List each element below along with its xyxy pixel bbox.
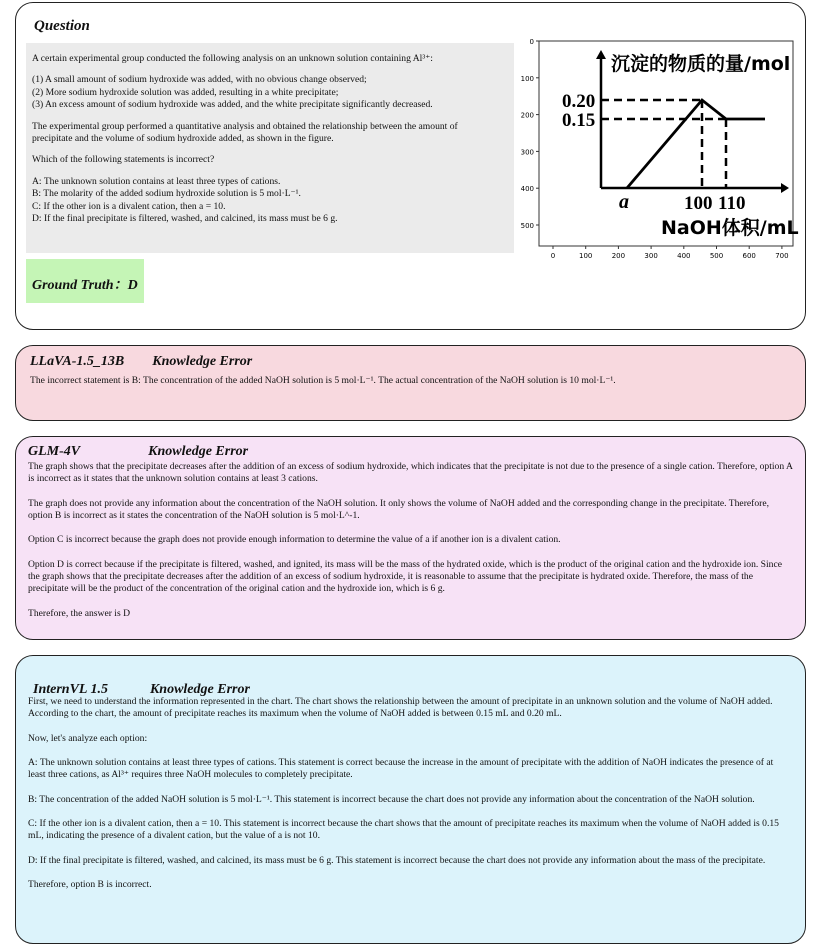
x-label-110: 110	[718, 193, 746, 214]
internvl-paragraph: C: If the other ion is a divalent cation, then a = 10. This statement is incorrect because the chart shows that the amount of precipitate reaches its maximum when the volume of NaOH added is 0.15 mL, indicating the presence of a divalent cation, but the value of a is not 10.	[28, 818, 779, 842]
internvl-paragraph: Now, let's analyze each option:	[28, 732, 148, 744]
question-analysis-line: precipitate and the volume of sodium hydroxide added, as shown in the figure.	[32, 133, 334, 145]
x-tick-label: 700	[775, 252, 789, 260]
x-tick-label: 400	[677, 252, 691, 260]
question-step: (1) A small amount of sodium hydroxide was added, with no obvious change observed;	[32, 74, 367, 86]
model-name: InternVL 1.5	[33, 682, 108, 697]
question-options	[32, 176, 508, 226]
x-label-a: a	[619, 191, 629, 213]
y-tick-label: 300	[520, 148, 534, 157]
option-a: A: The unknown solution contains at least three types of cations.	[32, 175, 281, 187]
ground-truth-badge: Ground Truth：D	[26, 259, 144, 303]
chart-svg	[516, 33, 801, 268]
question-steps	[32, 74, 508, 111]
glm-header	[28, 446, 793, 458]
internvl-paragraph: A: The unknown solution contains at least three types of cations. This statement is correct because the increase in the amount of precipitate with the addition of NaOH indicates the presence of at least three cations, as Al³⁺ requires three NaOH molecules to completely precipitate.	[28, 757, 774, 781]
glm-paragraph: Option C is incorrect because the graph does not provide enough information to determine the value of a if another ion is a divalent cation.	[28, 534, 561, 546]
y-tick-group	[521, 38, 539, 230]
question-title: Question	[34, 18, 90, 34]
x-tick-label: 600	[742, 252, 756, 260]
y-label-0.15: 0.15	[562, 110, 596, 131]
chart-title: 沉淀的物质的量/mol	[611, 53, 791, 75]
question-step: (2) More sodium hydroxide solution was added, resulting in a white precipitate;	[32, 86, 339, 98]
x-tick-label: 200	[611, 252, 626, 260]
internvl-paragraph: B: The concentration of the added NaOH solution is 5 mol·L⁻¹. This statement is incorrect because the chart does not provide any information about the concentration of the NaOH solution.	[28, 793, 755, 805]
internvl-paragraph: D: If the final precipitate is filtered, washed, and calcined, its mass must be 6 g. This statement is incorrect because the chart does not provide any information about the mass of the precipitate.	[28, 854, 766, 866]
question-body	[26, 43, 514, 253]
option-c: C: If the other ion is a divalent cation, then a = 10.	[32, 200, 226, 212]
internvl-header	[33, 684, 793, 696]
llava-answer-card	[15, 345, 806, 421]
y-tick-label: 0	[529, 38, 534, 46]
y-tick-label: 500	[520, 222, 534, 230]
glm-paragraph: Option D is correct because if the precipitate is filtered, washed, and ignited, its mass will be the mass of the hydrated oxide, which is the product of the original cation and the hydroxide ion. Since the graph shows that the precipitate decreases after the addition of an excess of sodium hydroxide, it is reasonable to assume that the precipitate is hydrated oxide. Therefore, the mass of the precipitate will be the product of the concentration of the original cation and the hydroxide ion, which is 6 g.	[28, 558, 782, 595]
question-card	[15, 2, 806, 330]
llava-header	[30, 356, 791, 368]
question-intro: A certain experimental group conducted the following analysis on an unknown solution containing Al³⁺:	[32, 53, 433, 64]
chart-figure	[516, 33, 801, 268]
error-type: Knowledge Error	[149, 682, 250, 697]
glm-paragraph: The graph shows that the precipitate decreases after the addition of an excess of sodium hydroxide, which indicates that the precipitate is not due to the presence of a single cation. Therefore, option A is incorrect as it states that the unknown solution contains at least 3 cations.	[28, 461, 793, 485]
x-tick-group	[551, 246, 789, 260]
internvl-paragraph: Therefore, option B is incorrect.	[28, 879, 152, 891]
x-label-100: 100	[684, 193, 713, 214]
y-tick-label: 400	[520, 185, 534, 194]
question-step: (3) An excess amount of sodium hydroxide was added, and the white precipitate significantly decreased.	[32, 99, 433, 111]
error-type: Knowledge Error	[148, 444, 249, 459]
model-name: LLaVA-1.5_13B	[30, 354, 125, 369]
y-label-0.20: 0.20	[562, 91, 596, 112]
llava-answer-text: The incorrect statement is B: The concentration of the added NaOH solution is 5 mol·L⁻¹. The actual concentration of the NaOH solution is 10 mol·L⁻¹.	[30, 375, 616, 387]
glm-answer-card	[15, 436, 806, 640]
x-tick-label: 0	[550, 252, 556, 260]
y-tick-label: 200	[520, 111, 534, 120]
x-tick-label: 500	[709, 252, 724, 260]
model-name: GLM-4V	[28, 444, 81, 459]
x-axis-title: NaOH体积/mL	[661, 217, 799, 239]
internvl-paragraph: First, we need to understand the information represented in the chart. The chart shows the relationship between the amount of precipitate in an unknown solution and the volume of NaOH added. According to the chart, the amount of precipitate reaches its maximum when the volume of NaOH added is between 0.15 mL and 0.20 mL.	[28, 696, 773, 720]
option-d: D: If the final precipitate is filtered, washed, and calcined, its mass must be 6 g.	[32, 213, 338, 225]
option-b: B: The molarity of the added sodium hydroxide solution is 5 mol·L⁻¹.	[32, 188, 301, 200]
y-tick-label: 100	[520, 74, 534, 83]
question-analysis-line: The experimental group performed a quantitative analysis and obtained the relationship between the amount of	[32, 120, 458, 132]
x-tick-label: 100	[579, 252, 593, 260]
error-type: Knowledge Error	[152, 354, 253, 369]
glm-paragraph: The graph does not provide any information about the concentration of the NaOH solution. It only shows the volume of NaOH added and the corresponding change in the precipitate. Therefore, option B is incorrect as it states the concentration of the NaOH solution is 5 mol·L^-1.	[28, 497, 769, 521]
internvl-answer-card	[15, 655, 806, 944]
x-tick-label: 300	[644, 252, 658, 260]
question-prompt: Which of the following statements is incorrect?	[32, 154, 215, 166]
glm-paragraph: Therefore, the answer is D	[28, 607, 131, 619]
question-analysis	[32, 121, 508, 146]
